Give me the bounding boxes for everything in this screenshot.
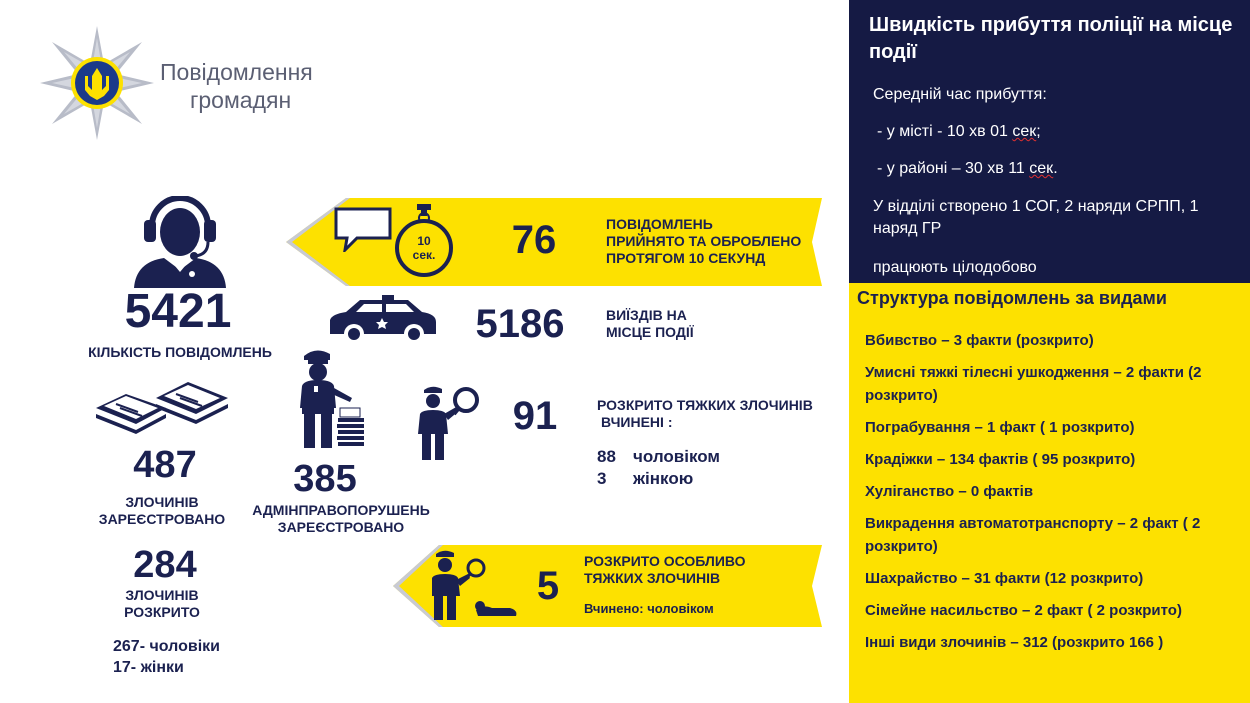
documents-icon [92,368,232,436]
report-structure-item: Умисні тяжкі тілесні ушкодження – 2 факти (2 розкрито) [865,364,1202,404]
logo-title [160,58,360,114]
arrival-district-prefix: - у районі – 30 хв 11 [877,160,1030,177]
grave-women-label: жінкою [633,469,694,488]
especially-grave-text [584,553,804,587]
grave-women-num: 3 [597,469,607,488]
grave-crimes-line1: РОЗКРИТО ТЯЖКИХ ЗЛОЧИНІВ [597,397,813,413]
report-structure-list [865,329,1245,663]
report-structure-item: Викрадення автоматотранспорту – 2 факт ( 2 розкрито) [865,515,1201,555]
timer-number: 10 [417,234,431,248]
departures-line2: МІСЦЕ ПОДІЇ [606,324,694,340]
report-structure-item: Вбивство – 3 факти (розкрито) [865,332,1094,349]
timer-unit: сек. [412,248,436,262]
departures-value: 5186 [475,302,565,346]
report-structure-item: Інші види злочинів – 312 (розкрито 166 ) [865,634,1164,651]
avg-arrival-label: Середній час прибуття: [873,86,1047,103]
crimes-solved-value: 284 [133,544,197,586]
units-created: У відділі створено 1 СОГ, 2 наряди СРПП, 1 наряд ГР [873,198,1199,237]
admin-offenses-value: 385 [293,458,357,500]
police-officer-icon [290,346,370,450]
solved-women: 17- жінки [113,659,184,676]
police-star-emblem-icon [38,24,156,142]
especially-grave-value: 5 [536,564,560,608]
arrival-city [877,121,1041,143]
report-structure-item: Крадіжки – 134 фактів ( 95 розкрито) [865,451,1136,468]
fast-response-value: 76 [511,218,557,262]
arrival-city-prefix: - у місті - 10 хв 01 [877,123,1013,140]
departures-text [606,307,806,341]
work-mode: працюють цілодобово [873,259,1037,276]
report-structure-item: Шахрайство – 31 факти (12 розкрито) [865,570,1144,587]
report-structure-item: Сімейне насильство – 2 факт ( 2 розкрито) [865,602,1182,619]
operator-headset-icon [130,196,230,288]
grave-women-row [597,468,797,490]
crimes-solved-label-1: ЗЛОЧИНІВ [125,587,199,603]
especially-grave-line1: РОЗКРИТО ОСОБЛИВО [584,553,746,569]
crimes-solved-label [82,587,242,621]
fast-response-line1: ПОВІДОМЛЕНЬ [606,216,713,232]
report-structure-panel [849,283,1250,703]
grave-men-row [597,446,797,468]
arrival-district-unit: сек [1029,160,1054,177]
report-structure-item: Хуліганство – 0 фактів [865,483,1034,500]
grave-crimes-text [597,397,837,431]
grave-crimes-value: 91 [512,394,558,438]
grave-men-label: чоловіком [633,447,720,466]
grave-crimes-breakdown [597,446,797,490]
crime-scene-icon [432,548,520,622]
especially-grave-line2: ТЯЖКИХ ЗЛОЧИНІВ [584,570,721,586]
crimes-solved-label-2: РОЗКРИТО [124,604,200,620]
logo-line1: Повідомлення [160,59,313,85]
arrival-district-end: . [1053,160,1058,177]
fast-response-text [606,216,820,267]
crimes-registered-label-2: ЗАРЕЄСТРОВАНО [98,511,226,527]
grave-men-num: 88 [597,447,616,466]
reports-count: 5421 [124,285,232,338]
admin-offenses-label-2: ЗАРЕЄСТРОВАНО [277,519,405,535]
crimes-registered-value: 487 [133,444,197,486]
police-car-icon [326,294,440,346]
arrival-speed-title: Швидкість прибуття поліції на місце події [869,14,1233,63]
crimes-registered-label [82,494,242,528]
reports-count-label: КІЛЬКІСТЬ ПОВІДОМЛЕНЬ [88,344,272,360]
grave-crimes-line2: ВЧИНЕНІ : [601,414,673,430]
crimes-solved-breakdown [113,636,273,678]
fast-response-line3: ПРОТЯГОМ 10 СЕКУНД [606,250,766,266]
departures-line1: ВИЇЗДІВ НА [606,307,687,323]
timer-label [402,234,446,262]
admin-offenses-label-1: АДМІНПРАВОПОРУШЕНЬ [252,502,430,518]
magnifier-icon [418,384,480,462]
speech-bubble-icon [333,206,393,252]
report-structure-title: Структура повідомлень за видами [857,288,1167,308]
admin-offenses-label [236,502,446,536]
arrival-speed-panel [849,0,1250,283]
especially-grave-note: Вчинено: чоловіком [584,601,714,616]
solved-men: 267- чоловіки [113,638,220,655]
report-structure-item: Пограбування – 1 факт ( 1 розкрито) [865,419,1135,436]
arrival-district [877,158,1058,180]
logo-line2: громадян [190,87,292,113]
crimes-registered-label-1: ЗЛОЧИНІВ [125,494,199,510]
fast-response-line2: ПРИЙНЯТО ТА ОБРОБЛЕНО [606,233,802,249]
arrival-city-end: ; [1036,123,1041,140]
arrival-city-unit: сек [1012,123,1037,140]
